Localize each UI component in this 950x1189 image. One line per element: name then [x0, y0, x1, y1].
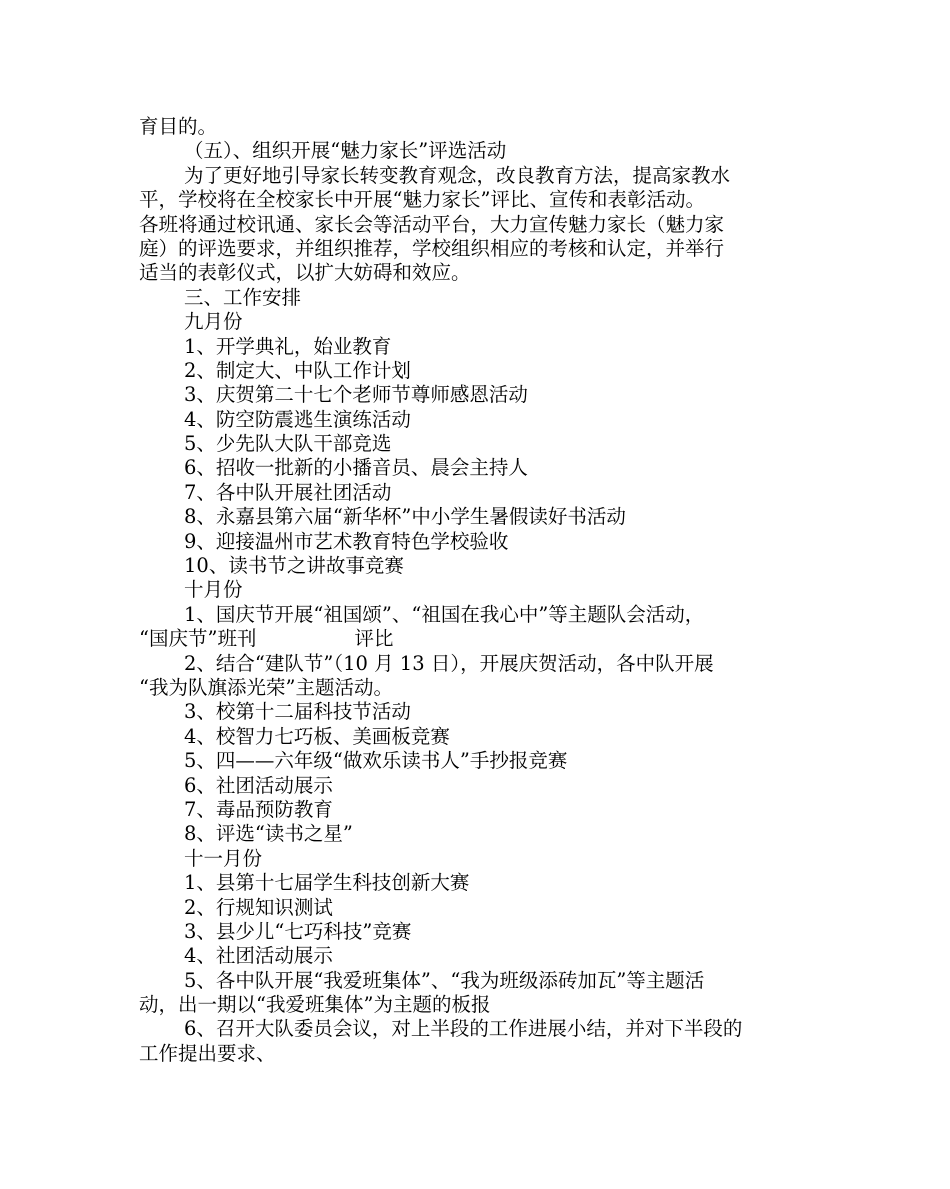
text-line-content: 1、开学典礼，始业教育 [184, 334, 392, 358]
text-line [139, 627, 814, 651]
text-line-content: “我为队旗添光荣”主题活动。 [139, 675, 393, 699]
document-page [139, 115, 814, 1066]
text-line-content: 1、县第十七届学生科技创新大赛 [184, 871, 470, 895]
text-line-content: 育目的。 [139, 115, 218, 138]
text-line [139, 603, 814, 627]
text-line-content: 2、制定大、中队工作计划 [184, 358, 411, 382]
text-line [139, 822, 814, 846]
text-line-content: 7、各中队开展社团活动 [184, 480, 392, 504]
text-line [139, 383, 814, 407]
text-line-content: 8、评选“读书之星” [184, 822, 353, 846]
text-line-content: 2、结合“建队节”（10 月 13 日），开展庆贺活动，各中队开展 [184, 651, 714, 675]
text-line-content: 庭）的评选要求，并组织推荐，学校组织相应的考核和认定，并举行 [139, 236, 725, 260]
text-line-content: 7、毒品预防教育 [184, 797, 333, 821]
text-line-content: 4、校智力七巧板、美画板竞赛 [184, 724, 450, 748]
text-line [139, 286, 814, 310]
text-line [139, 554, 814, 578]
text-line-content: 6、招收一批新的小播音员、晨会主持人 [184, 456, 528, 480]
text-line-content: 工作提出要求、 [139, 1041, 276, 1065]
text-line-content: 5、四——六年级“做欢乐读书人”手抄报竞赛 [184, 749, 568, 773]
text-line-content: 4、防空防震逃生演练活动 [184, 407, 411, 431]
text-line [139, 359, 814, 383]
text-line-content: 适当的表彰仪式，以扩大妨碍和效应。 [139, 261, 471, 285]
text-line-content: 3、县少儿“七巧科技”竞赛 [184, 919, 412, 943]
text-line [139, 1042, 814, 1066]
text-line [139, 432, 814, 456]
text-line [139, 847, 814, 871]
text-line-content: 10、读书节之讲故事竞赛 [184, 554, 404, 578]
text-line-content: 5、少先队大队干部竞选 [184, 432, 392, 456]
text-line-content: 6、社团活动展示 [184, 773, 333, 797]
text-line [139, 310, 814, 334]
text-line-content: （五）、组织开展“魅力家长”评选活动 [184, 139, 507, 163]
text-line [139, 335, 814, 359]
text-line-content: 动，出一期以“我爱班集体”为主题的板报 [139, 993, 491, 1017]
text-line-content: 2、行规知识测试 [184, 895, 333, 919]
text-line [139, 505, 814, 529]
text-line-content: 3、庆贺第二十七个老师节尊师感恩活动 [184, 383, 528, 407]
text-line [139, 115, 814, 139]
text-line [139, 456, 814, 480]
text-line-content: 十一月份 [184, 846, 263, 870]
text-line [139, 896, 814, 920]
text-line-content-continued: 评比 [354, 627, 394, 651]
text-line-content: 5、各中队开展“我爱班集体”、“我为班级添砖加瓦”等主题活 [184, 968, 705, 992]
text-line [139, 700, 814, 724]
text-line [139, 749, 814, 773]
text-line [139, 1017, 814, 1041]
text-line [139, 725, 814, 749]
text-line [139, 676, 814, 700]
text-line-content: 九月份 [184, 310, 243, 334]
text-line [139, 139, 814, 163]
text-line [139, 481, 814, 505]
text-line-content: 1、国庆节开展“祖国颂”、“祖国在我心中”等主题队会活动， [184, 602, 705, 626]
text-line [139, 993, 814, 1017]
text-line [139, 237, 814, 261]
text-line-content: 4、社团活动展示 [184, 944, 333, 968]
text-line [139, 944, 814, 968]
text-line [139, 774, 814, 798]
text-line-content: 十月份 [184, 578, 243, 602]
text-line [139, 652, 814, 676]
text-line-content: 9、迎接温州市艺术教育特色学校验收 [184, 529, 509, 553]
text-line [139, 578, 814, 602]
text-line [139, 920, 814, 944]
text-line [139, 530, 814, 554]
text-line-content: 8、永嘉县第六届“新华杯”中小学生暑假读好书活动 [184, 505, 626, 529]
text-line [139, 871, 814, 895]
text-line [139, 969, 814, 993]
text-line [139, 798, 814, 822]
text-line [139, 213, 814, 237]
text-line [139, 408, 814, 432]
text-line [139, 164, 814, 188]
text-line-content: 6、召开大队委员会议，对上半段的工作进展小结，并对下半段的 [184, 1017, 743, 1041]
text-line-content: “国庆节”班刊 [139, 627, 257, 651]
text-line-content: 3、校第十二届科技节活动 [184, 700, 411, 724]
text-line-content: 平，学校将在全校家长中开展“魅力家长”评比、宣传和表彰活动。 [139, 188, 705, 212]
text-line-content: 各班将通过校讯通、家长会等活动平台，大力宣传魅力家长（魅力家 [139, 212, 725, 236]
text-line-content: 三、工作安排 [184, 285, 302, 309]
text-line [139, 261, 814, 285]
text-line-content: 为了更好地引导家长转变教育观念，改良教育方法，提高家教水 [184, 163, 731, 187]
text-line [139, 188, 814, 212]
